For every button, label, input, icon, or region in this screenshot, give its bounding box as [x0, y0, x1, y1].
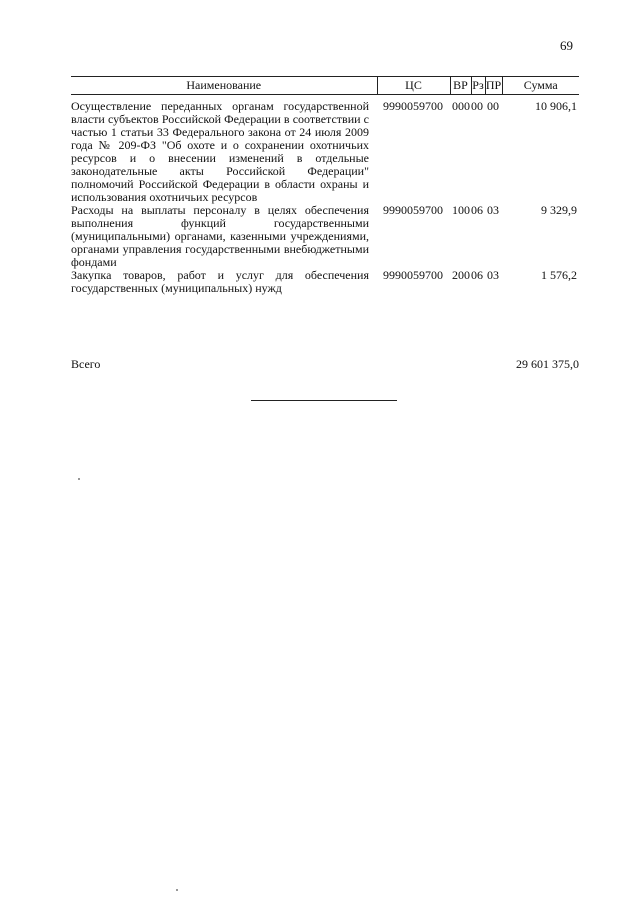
table-row	[71, 269, 579, 295]
row-vr: 000	[452, 99, 470, 113]
row-pr: 03	[487, 203, 499, 217]
row-rz: 06	[471, 203, 483, 217]
table-row	[71, 204, 579, 269]
row-pr: 00	[487, 99, 499, 113]
header-vr: ВР	[450, 77, 471, 95]
row-rz: 00	[471, 99, 483, 113]
row-rz: 06	[471, 268, 483, 282]
row-cs: 9990059700	[383, 268, 443, 282]
total-label: Всего	[71, 357, 101, 371]
header-sum: Сумма	[502, 77, 579, 95]
table-header	[71, 77, 579, 95]
row-name: Осуществление переданных органам государственной власти субъектов Российской Федерации в соответствии с частью 1 статьи 33 Федерального закона от 24 июля 2009 года № 209-ФЗ "Об охоте и о сохранении охотничьих ресурсов и о внесении изменений в отдельные законодательные акты Российской Федерации" полномочий Российской Федерации в области охраны и использования охотничьих ресурсов	[71, 99, 369, 204]
row-pr: 03	[487, 268, 499, 282]
total-value: 29 601 375,0	[516, 357, 579, 371]
row-vr: 100	[452, 203, 470, 217]
row-name: Расходы на выплаты персоналу в целях обеспечения выполнения функций государственными (муниципальными) органами, казенными учреждениями, органами управления государственными внебюджетными фондами	[71, 203, 369, 269]
budget-table	[71, 76, 579, 295]
row-sum: 1 576,2	[541, 268, 577, 282]
header-rz: Рз	[471, 77, 485, 95]
row-name: Закупка товаров, работ и услуг для обеспечения государственных (муниципальных) нужд	[71, 268, 369, 295]
table-row	[71, 95, 579, 205]
row-sum: 10 906,1	[535, 99, 577, 113]
row-sum: 9 329,9	[541, 203, 577, 217]
page-number: 69	[560, 38, 573, 53]
header-pr: ПР	[485, 77, 502, 95]
total-row	[71, 357, 579, 372]
header-name: Наименование	[71, 77, 377, 95]
header-cs: ЦС	[377, 77, 450, 95]
scan-speck	[78, 478, 80, 480]
row-cs: 9990059700	[383, 203, 443, 217]
scan-speck	[176, 889, 178, 891]
closing-divider	[251, 400, 397, 401]
row-vr: 200	[452, 268, 470, 282]
row-cs: 9990059700	[383, 99, 443, 113]
